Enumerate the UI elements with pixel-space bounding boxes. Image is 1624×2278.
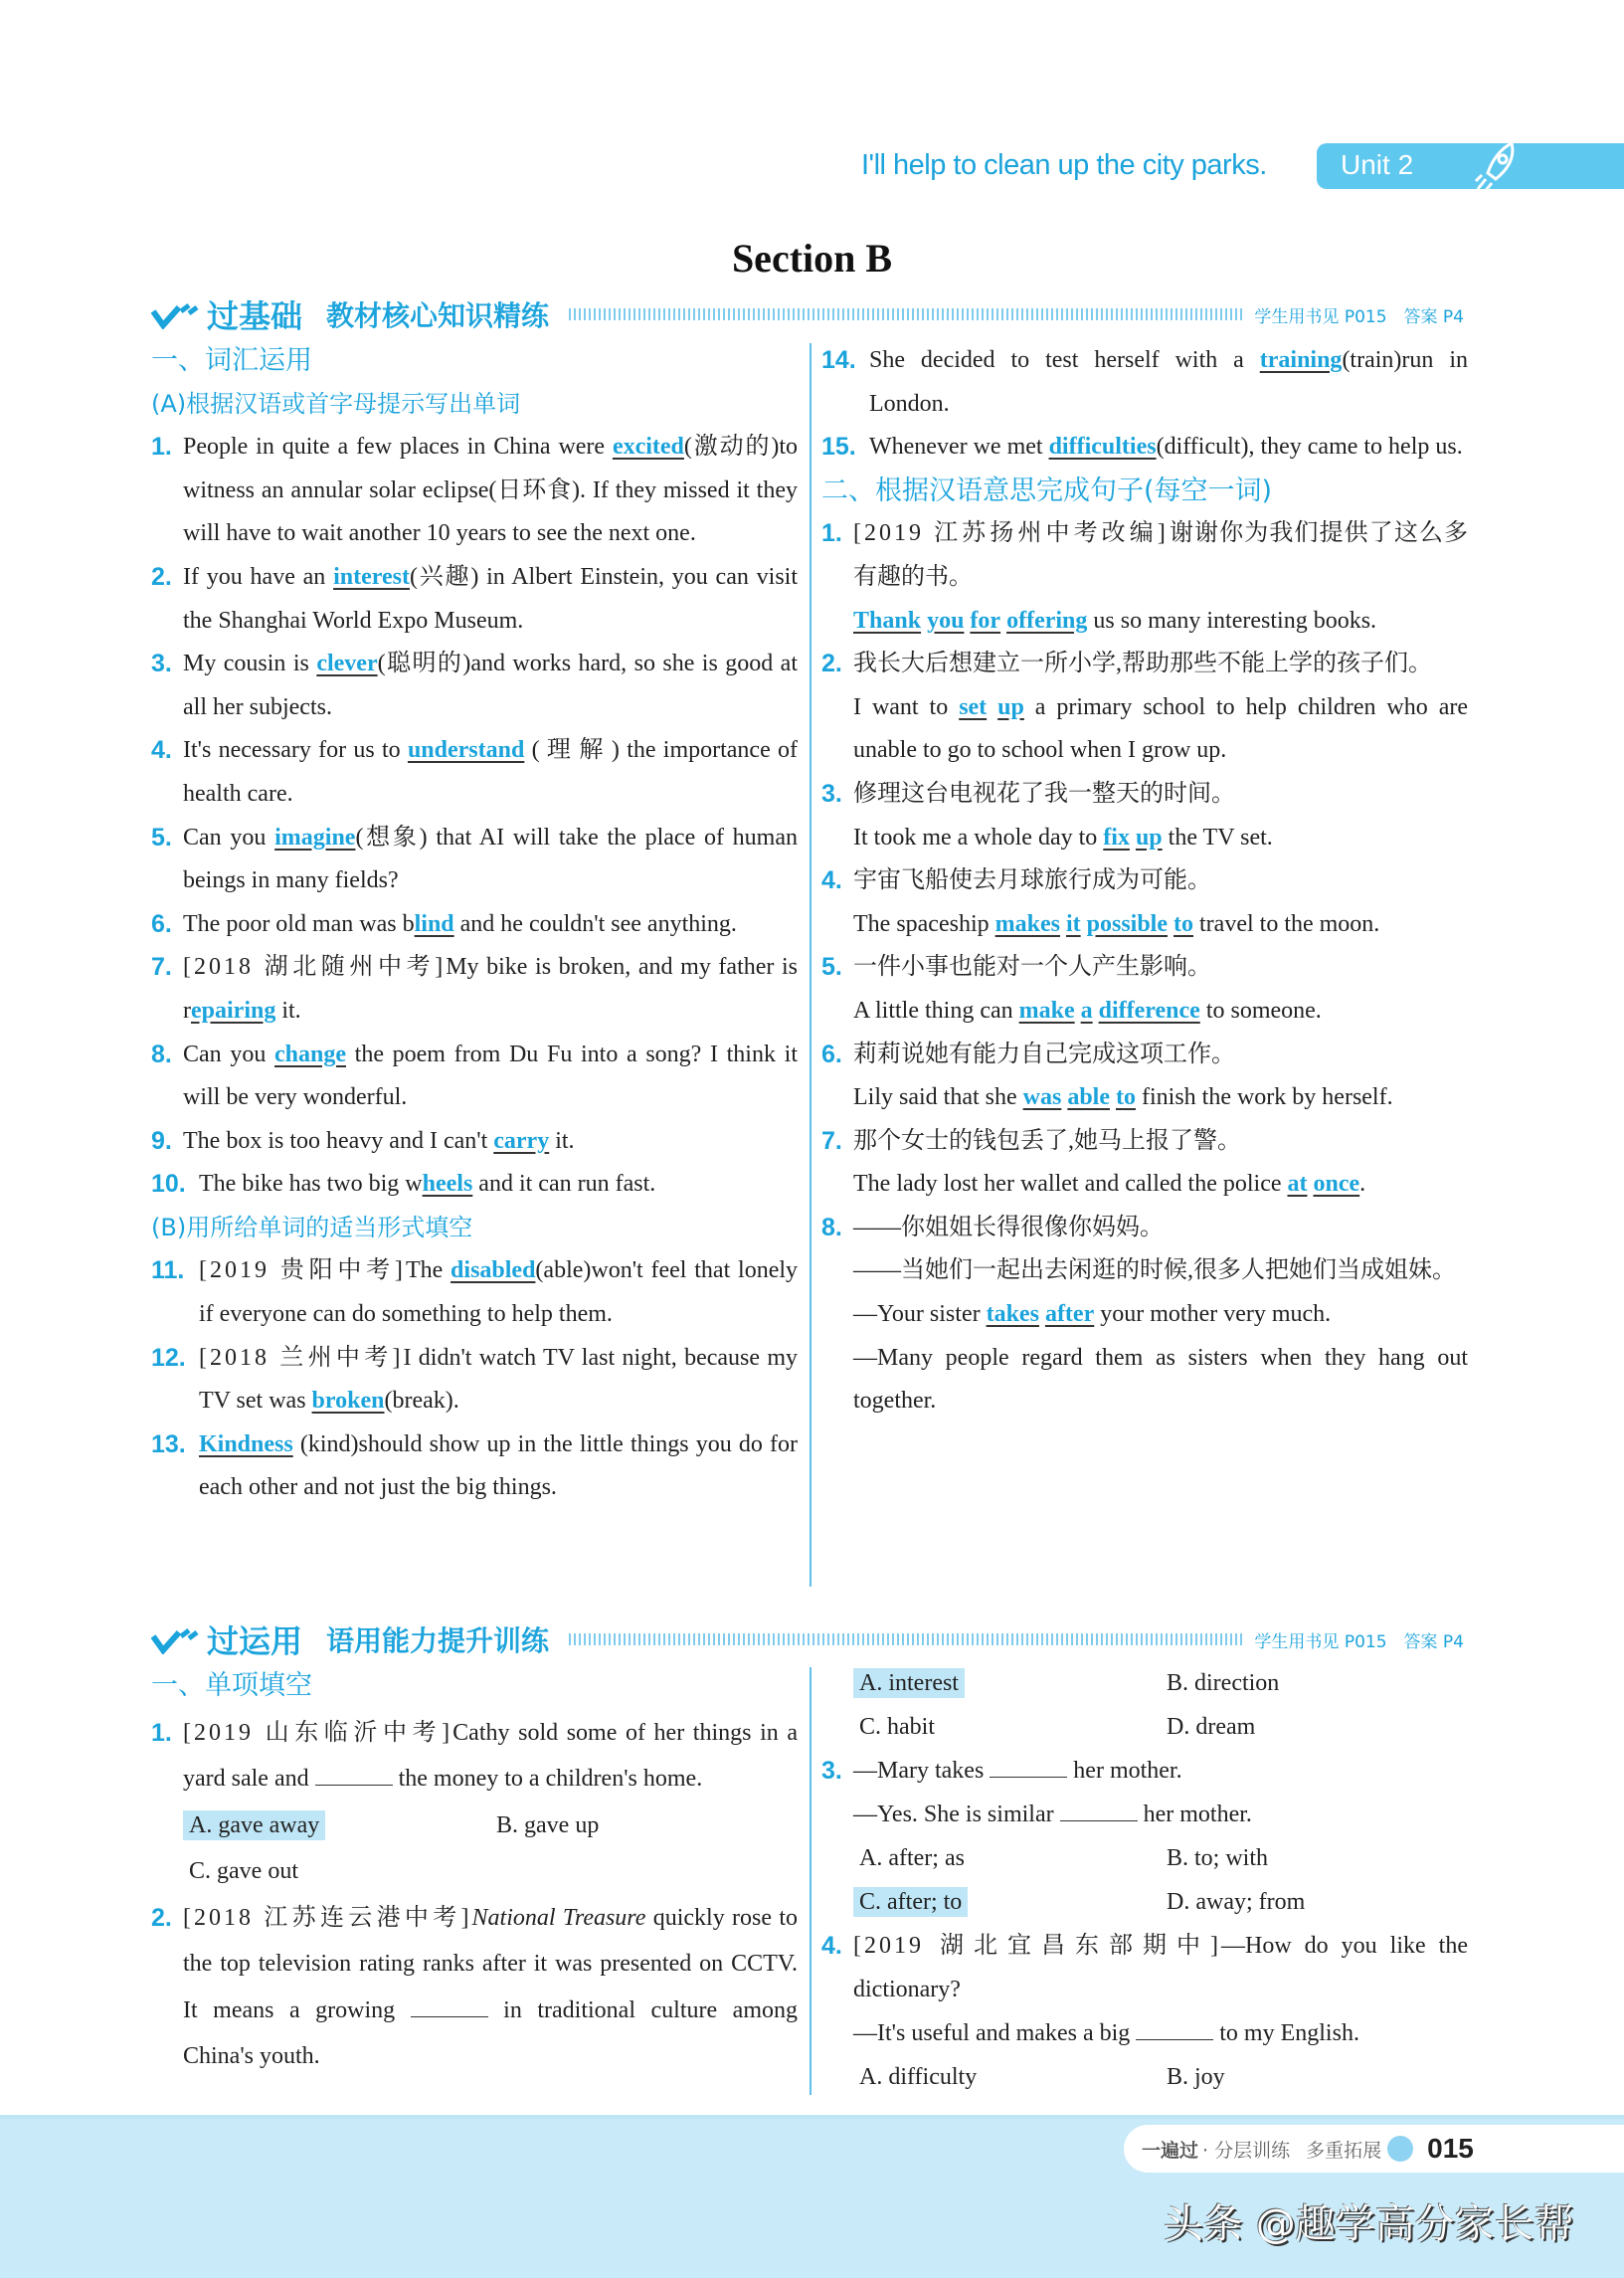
question-number: 8. xyxy=(821,1213,842,1241)
part2-left-column xyxy=(151,1663,798,2080)
answer-word: after xyxy=(1044,1301,1095,1328)
option xyxy=(853,1880,1161,1924)
answer-word: disabled xyxy=(451,1257,536,1284)
text: The poor old man was b xyxy=(183,910,415,937)
question-item xyxy=(151,1424,798,1510)
question-line xyxy=(853,1207,1468,1250)
text: the TV set. xyxy=(1162,824,1273,851)
series-extra: 多重拓展 xyxy=(1306,2139,1382,2162)
question-number: 6. xyxy=(821,1040,842,1068)
text: to someone. xyxy=(1199,997,1322,1024)
answer-word: difficulties xyxy=(1048,434,1157,461)
question-line xyxy=(199,1424,798,1510)
text: ( 理 解 ) the importance of health care. xyxy=(183,737,798,807)
column-divider xyxy=(810,343,812,1587)
question-number: 15. xyxy=(821,433,856,462)
text: My cousin is xyxy=(183,651,317,677)
question-line xyxy=(183,946,798,1033)
section-heading: 一、单项填空 xyxy=(151,1670,312,1701)
text: 一件小事也能对一个人产生影响。 xyxy=(853,954,1211,981)
answer-word: it xyxy=(1065,910,1081,937)
rocket-icon xyxy=(1472,139,1524,195)
question-line xyxy=(853,1293,1468,1337)
text: the poem from Du Fu into a song? I think it will be very wonderful. xyxy=(183,1041,798,1111)
text: quickly rose to the top television rating ranks after it was presented on CCTV. It means a growing xyxy=(183,1904,799,2023)
question-item xyxy=(151,1337,798,1424)
question-line xyxy=(853,1163,1468,1207)
question-item xyxy=(821,1749,1468,1924)
options xyxy=(183,1803,798,1895)
question-number: 4. xyxy=(821,1932,842,1960)
question-number: 12. xyxy=(151,1343,186,1372)
sub-heading: (B)用所给单词的适当形式填空 xyxy=(151,1213,473,1241)
question-line xyxy=(853,643,1468,686)
text: and it can run fast. xyxy=(472,1171,656,1198)
options xyxy=(853,2055,1468,2099)
question-line xyxy=(199,1163,798,1207)
answer-word: to xyxy=(1115,1084,1136,1111)
source-tag: [2018 江苏连云港中考] xyxy=(183,1904,472,1931)
question-item xyxy=(821,773,1468,859)
dotted-divider xyxy=(569,308,1244,320)
text: us so many interesting books. xyxy=(1087,607,1377,634)
answer-word: make xyxy=(1018,997,1075,1024)
part2-title: 过运用 xyxy=(207,1622,303,1660)
source-tag: [2019 江苏扬州中考改编] xyxy=(853,520,1169,547)
text: it. xyxy=(275,997,301,1024)
question-line xyxy=(183,1895,798,2080)
text: to my English. xyxy=(1213,2020,1359,2046)
text: (kind)should show up in the little things you do for each other and not just the big things. xyxy=(199,1430,798,1501)
option xyxy=(1161,1705,1468,1749)
text: it. xyxy=(549,1127,575,1154)
option-label: B. direction xyxy=(1167,1670,1280,1696)
question-line xyxy=(183,903,798,947)
text: (兴趣) in Albert Einstein, you can visit the Shanghai World Expo Museum. xyxy=(183,563,798,634)
option xyxy=(1161,2055,1468,2099)
leaf-icon xyxy=(1387,2136,1413,2162)
option xyxy=(183,1848,490,1895)
question-number: 2. xyxy=(821,650,842,678)
text: Can you xyxy=(183,1041,274,1067)
option-label: B. joy xyxy=(1167,2064,1225,2090)
question-number: 5. xyxy=(821,953,842,982)
answer-word: Thank xyxy=(853,607,922,634)
text: and he couldn't see anything. xyxy=(453,910,737,937)
text: (difficult), they came to help us. xyxy=(1156,434,1463,461)
option xyxy=(1161,1880,1468,1924)
answer-word: possible xyxy=(1086,910,1169,937)
answer-word: you xyxy=(927,607,965,634)
answer-word: up xyxy=(997,693,1024,720)
option xyxy=(853,1836,1161,1880)
question-line xyxy=(853,1120,1468,1164)
text: travel to the moon. xyxy=(1193,910,1380,937)
text: the money to a children's home. xyxy=(392,1766,703,1792)
text: Can you xyxy=(183,824,275,851)
question-line xyxy=(853,512,1468,599)
text: She decided to test herself with a xyxy=(869,347,1260,373)
option-label: A. difficulty xyxy=(859,2064,978,2090)
question-number: 10. xyxy=(151,1170,186,1199)
question-number: 1. xyxy=(821,519,842,548)
option xyxy=(490,1803,798,1849)
text: (想象) that AI will take the place of human beings in many fields? xyxy=(183,824,798,894)
question-item xyxy=(151,1895,798,2080)
question-item xyxy=(821,1207,1468,1424)
question-line xyxy=(853,1076,1468,1120)
section-heading: 一、词汇运用 xyxy=(151,345,312,376)
sub-heading: (A)根据汉语或首字母提示写出单词 xyxy=(151,389,521,418)
question-number: 1. xyxy=(151,433,172,462)
question-line xyxy=(199,1249,798,1336)
unit-banner-text: I'll help to clean up the city parks. xyxy=(861,149,1267,181)
text: —Your sister xyxy=(853,1301,987,1328)
answer-word: for xyxy=(970,607,1001,634)
answer-word: at xyxy=(1287,1171,1308,1198)
answer-word: excited xyxy=(612,434,684,461)
text: —Mary takes xyxy=(853,1758,991,1784)
answer-word: makes xyxy=(994,910,1060,937)
text: It took me a whole day to xyxy=(853,824,1104,851)
option-label: A. interest xyxy=(853,1668,965,1698)
question-line xyxy=(853,903,1468,947)
text: your mother very much. xyxy=(1094,1301,1332,1328)
question-line xyxy=(853,1749,1468,1793)
question-number: 4. xyxy=(151,736,172,765)
question-item xyxy=(821,946,1468,1033)
part1-right-column xyxy=(821,339,1468,1424)
source-tag: [2018 湖北随州中考] xyxy=(183,954,447,981)
text: 宇宙飞船使去月球旅行成为可能。 xyxy=(853,867,1211,894)
answer-word: clever xyxy=(316,651,378,677)
question-item xyxy=(151,729,798,816)
answer-word: takes xyxy=(986,1301,1039,1328)
text: (able)won't feel that lonely if everyone can do something to help them. xyxy=(199,1257,799,1328)
question-number: 11. xyxy=(151,1256,185,1285)
check-icon xyxy=(151,1624,199,1654)
question-item xyxy=(821,339,1468,426)
option-label: A. after; as xyxy=(859,1845,965,1871)
question-item xyxy=(821,859,1468,946)
unit-badge xyxy=(1317,143,1624,189)
question-item xyxy=(151,643,798,729)
question-line xyxy=(183,729,798,816)
part1-reference: 学生用书见 P015 答案 P4 xyxy=(1254,306,1464,327)
answer-blank xyxy=(1136,2016,1213,2040)
text: 谢谢你为我们提供了这么多有趣的书。 xyxy=(853,520,1469,590)
watermark: 头条 @趣学高分家长帮 xyxy=(1164,2201,1574,2247)
source-tag: [2019 湖北宜昌东部期中] xyxy=(853,1933,1222,1959)
text: —Yes. She is similar xyxy=(853,1802,1060,1827)
answer-word: carry xyxy=(493,1127,550,1154)
question-item xyxy=(821,1924,1468,2099)
text: (激动的)to witness an annular solar eclipse(日环食). If they missed it they will have to wait another 10 years to see the next one. xyxy=(183,434,798,547)
question-line xyxy=(183,1710,798,1803)
answer-word: epairing xyxy=(191,997,276,1024)
source-tag: [2019 山东临沂中考] xyxy=(183,1719,453,1746)
option xyxy=(853,1661,1161,1705)
answer-word: training xyxy=(1259,347,1343,373)
option xyxy=(853,1705,1161,1749)
source-tag: [2019 贵阳中考] xyxy=(199,1257,406,1284)
dotted-divider xyxy=(569,1633,1244,1645)
question-item xyxy=(151,817,798,903)
question-number: 2. xyxy=(151,1903,172,1932)
text: I want to xyxy=(853,693,960,720)
text: Cathy sold some of her things in a yard sale and xyxy=(183,1719,798,1792)
text: The box is too heavy and I can't xyxy=(183,1127,494,1154)
answer-word: a xyxy=(1080,997,1093,1024)
question-line xyxy=(853,859,1468,903)
option-label: C. habit xyxy=(859,1714,935,1740)
question-item xyxy=(151,1120,798,1164)
italic-title: National Treasure xyxy=(471,1904,646,1931)
part1-title: 过基础 xyxy=(207,297,303,335)
text: . xyxy=(1359,1171,1366,1198)
question-line xyxy=(183,643,798,729)
column-divider xyxy=(810,1667,812,2095)
answer-word: was xyxy=(1022,1084,1062,1111)
question-number: 2. xyxy=(151,562,172,591)
question-line xyxy=(853,773,1468,817)
option-label: C. after; to xyxy=(853,1887,968,1917)
source-tag: [2018 兰州中考] xyxy=(199,1344,404,1371)
text: —It's useful and makes a big xyxy=(853,2020,1137,2046)
text: I didn't watch TV last night, because my TV set was xyxy=(199,1344,799,1415)
question-number: 4. xyxy=(821,866,842,895)
answer-word: Kindness xyxy=(199,1430,293,1457)
question-number: 1. xyxy=(151,1718,172,1747)
text: —Many people regard them as sisters when they hang out together. xyxy=(853,1344,1468,1415)
question-line xyxy=(853,1924,1468,2011)
option-label: D. dream xyxy=(1167,1714,1256,1740)
text: It's necessary for us to xyxy=(183,737,408,764)
question-line xyxy=(853,1034,1468,1077)
option-label: B. gave up xyxy=(496,1811,600,1838)
answer-word: set xyxy=(959,693,988,720)
section-heading: 二、根据汉语意思完成句子(每空一词) xyxy=(821,475,1273,506)
answer-word: offering xyxy=(1006,607,1088,634)
option xyxy=(183,1803,490,1849)
option xyxy=(853,2055,1161,2099)
question-item xyxy=(821,426,1468,470)
question-line xyxy=(183,1034,798,1120)
question-line xyxy=(853,990,1468,1034)
question-number: 9. xyxy=(151,1126,172,1155)
unit-label: Unit 2 xyxy=(1341,149,1414,180)
option-label: C. gave out xyxy=(189,1858,298,1884)
option xyxy=(1161,1661,1468,1705)
question-line xyxy=(853,946,1468,990)
text: If you have an xyxy=(183,563,334,590)
question-item xyxy=(151,1249,798,1336)
text: My bike is broken, and my father is r xyxy=(183,954,798,1024)
question-item xyxy=(151,1034,798,1120)
part2-right-column xyxy=(821,1661,1468,2099)
text: 我长大后想建立一所小学,帮助那些不能上学的孩子们。 xyxy=(853,651,1432,677)
part1-left-column xyxy=(151,339,798,1510)
answer-word: fix xyxy=(1103,824,1130,851)
question-item xyxy=(821,643,1468,773)
question-number: 13. xyxy=(151,1429,186,1458)
question-number: 8. xyxy=(151,1040,172,1068)
answer-word: heels xyxy=(422,1171,473,1198)
option-label: B. to; with xyxy=(1167,1845,1269,1871)
series-name: 一遍过 xyxy=(1142,2139,1199,2162)
option xyxy=(1161,1836,1468,1880)
text: People in quite a few places in China were xyxy=(183,434,613,461)
question-item xyxy=(821,1034,1468,1120)
question-line xyxy=(853,600,1468,644)
question-line xyxy=(853,1337,1468,1424)
question-item xyxy=(151,1163,798,1207)
section-title: Section B xyxy=(731,236,893,281)
question-line xyxy=(853,817,1468,860)
text: Whenever we met xyxy=(869,434,1049,461)
options xyxy=(853,1836,1468,1924)
part2-header xyxy=(151,1619,1464,1659)
text: (break). xyxy=(384,1388,459,1415)
question-line xyxy=(853,686,1468,773)
question-line xyxy=(869,426,1468,470)
text: her mother. xyxy=(1067,1758,1182,1784)
answer-word: able xyxy=(1067,1084,1110,1111)
text: her mother. xyxy=(1137,1802,1252,1827)
text: A little thing can xyxy=(853,997,1019,1024)
question-number: 3. xyxy=(151,650,172,678)
text: 莉莉说她有能力自己完成这项工作。 xyxy=(853,1041,1235,1067)
text: (train)run in London. xyxy=(869,347,1468,417)
question-line xyxy=(853,1793,1468,1836)
question-item xyxy=(151,556,798,643)
series-tagline: · 分层训练 xyxy=(1202,2139,1291,2162)
answer-word: change xyxy=(274,1041,346,1067)
question-item xyxy=(821,1661,1468,1749)
answer-word: lind xyxy=(414,910,454,937)
question-line xyxy=(183,426,798,556)
text: ——你姐姐长得很像你妈妈。 xyxy=(853,1214,1164,1240)
answer-word: interest xyxy=(333,563,410,590)
text: ——当她们一起出去闲逛的时候,很多人把她们当成姐妹。 xyxy=(853,1257,1456,1284)
text: 修理这台电视花了我一整天的时间。 xyxy=(853,780,1235,807)
question-item xyxy=(151,1710,798,1895)
question-line xyxy=(183,817,798,903)
text: The xyxy=(405,1257,451,1284)
question-number: 3. xyxy=(821,1757,842,1785)
question-line xyxy=(869,339,1468,426)
question-item xyxy=(151,903,798,947)
text xyxy=(987,694,997,720)
part2-subtitle: 语用能力提升训练 xyxy=(326,1624,550,1657)
answer-word: once xyxy=(1313,1171,1360,1198)
question-number: 7. xyxy=(151,953,172,982)
answer-blank xyxy=(315,1762,393,1786)
question-number: 3. xyxy=(821,779,842,808)
option-label: D. away; from xyxy=(1167,1889,1306,1915)
text: The spaceship xyxy=(853,910,995,937)
text: The bike has two big w xyxy=(199,1171,423,1198)
option-label: A. gave away xyxy=(183,1810,325,1840)
part2-reference: 学生用书见 P015 答案 P4 xyxy=(1254,1631,1464,1652)
answer-word: understand xyxy=(407,737,525,764)
question-line xyxy=(853,2011,1468,2055)
part1-header xyxy=(151,294,1464,334)
page-number: 015 xyxy=(1427,2133,1474,2164)
question-number: 5. xyxy=(151,823,172,852)
answer-word: up xyxy=(1135,824,1163,851)
question-number: 6. xyxy=(151,909,172,938)
text: a primary school to help children who are unable to go to school when I grow up. xyxy=(853,693,1469,764)
question-item xyxy=(821,512,1468,643)
part1-subtitle: 教材核心知识精练 xyxy=(326,299,550,332)
question-number: 14. xyxy=(821,346,856,374)
answer-blank xyxy=(411,1993,488,2017)
footer-series-pill xyxy=(1124,2125,1624,2173)
question-item xyxy=(151,426,798,556)
question-number: 7. xyxy=(821,1126,842,1155)
answer-blank xyxy=(1060,1798,1138,1821)
answer-word: broken xyxy=(311,1388,385,1415)
text: The lady lost her wallet and called the police xyxy=(853,1171,1288,1198)
question-line xyxy=(199,1337,798,1424)
question-item xyxy=(821,1120,1468,1207)
check-icon xyxy=(151,299,199,329)
answer-blank xyxy=(990,1754,1067,1778)
text: in traditional culture among China's youth. xyxy=(183,1996,798,2069)
answer-word: difference xyxy=(1098,997,1200,1024)
question-item xyxy=(151,946,798,1033)
question-line xyxy=(183,556,798,643)
options xyxy=(853,1661,1468,1749)
text: Lily said that she xyxy=(853,1084,1023,1111)
text: 那个女士的钱包丢了,她马上报了警。 xyxy=(853,1127,1241,1154)
question-line xyxy=(183,1120,798,1164)
answer-word: to xyxy=(1173,910,1194,937)
question-line xyxy=(853,1249,1468,1293)
answer-word: imagine xyxy=(274,824,356,851)
text: (聪明的)and works hard, so she is good at all her subjects. xyxy=(183,651,799,720)
text: finish the work by herself. xyxy=(1135,1084,1393,1111)
text: —How do you like the dictionary? xyxy=(853,1933,1468,2002)
